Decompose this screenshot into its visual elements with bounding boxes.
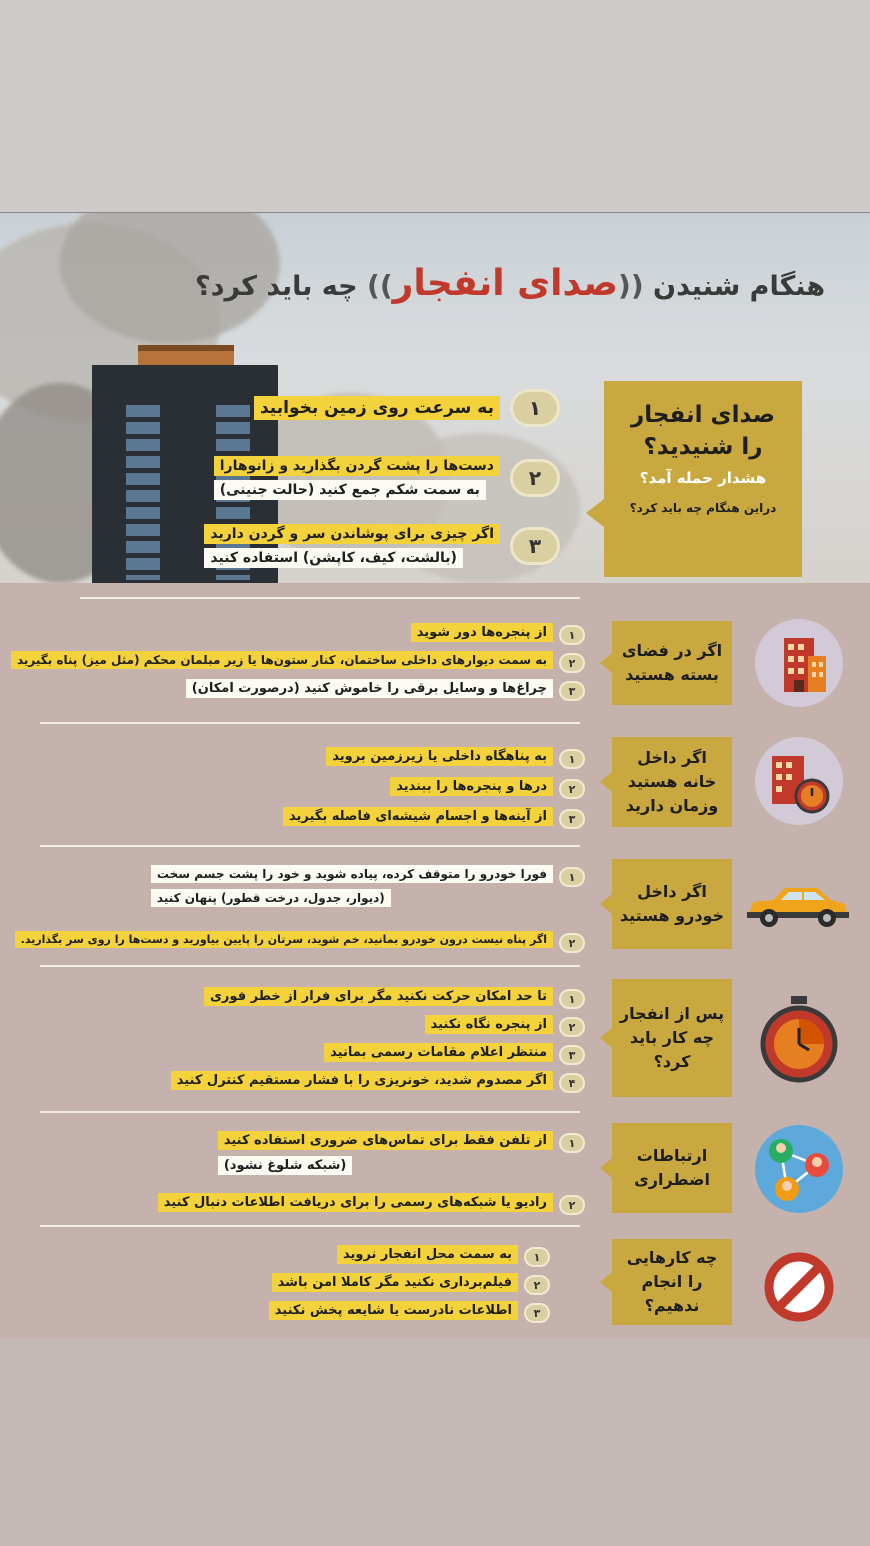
alert-title-line1: صدای انفجار [630,402,775,428]
prohibited-icon [755,1243,843,1331]
page-title [190,263,830,304]
list-item [186,679,585,701]
item-number: ۱ [559,867,585,887]
list-item [272,1273,550,1295]
list-item [324,1043,585,1065]
item-number: ۲ [559,779,585,799]
section-title: پس از انفجار چه کار باید کرد؟ [612,979,732,1097]
item-number: ۱ [524,1247,550,1267]
item-text: (دیوار، جدول، درخت قطور) پنهان کنید [151,889,391,907]
item-number: ۲ [559,1195,585,1215]
alert-subtitle: هشدار حمله آمد؟ [639,469,767,488]
list-item [151,865,585,907]
section-title: ارتباطات اضطراری [612,1123,732,1213]
top-blank-area [0,0,870,212]
item-number: ۳ [559,1045,585,1065]
item-number: ۳ [559,681,585,701]
step-1 [254,389,560,427]
step-2 [214,456,560,500]
list-item [204,987,585,1009]
sound-wave-icon: (( [618,269,644,302]
step-number: ۲ [510,459,560,497]
item-text: از تلفن فقط برای تماس‌های ضروری استفاده کنید [218,1131,553,1150]
divider [40,965,580,967]
divider [40,845,580,847]
item-text: به سمت دیوارهای داخلی ساختمان، کنار ستون‌ها یا زیر مبلمان محکم (مثل میز) پناه بگیرید [11,651,553,669]
divider [40,722,580,724]
item-text: فیلم‌برداری نکنید مگر کاملا امن باشد [272,1273,518,1292]
item-number: ۲ [559,1017,585,1037]
item-number: ۲ [524,1275,550,1295]
step-number: ۳ [510,527,560,565]
item-text: درها و پنجره‌ها را ببندید [390,777,553,796]
step-text: دست‌ها را پشت گردن بگذارید و زانوهارا [214,456,500,476]
step-3 [204,524,560,568]
hero-banner [0,213,870,583]
section-emergency-comms [0,1121,870,1221]
step-text: به سمت شکم جمع کنید (حالت جنینی) [214,480,486,500]
item-text: اگر مصدوم شدید، خونریزی را با فشار مستقیم کنترل کنید [171,1071,553,1090]
section-what-not-to-do [0,1233,870,1333]
alert-box [604,381,802,577]
sound-wave-icon: )) [367,269,393,302]
divider [40,1111,580,1113]
list-item [171,1071,585,1093]
building-icon [755,619,843,707]
item-text: چراغ‌ها و وسایل برقی را خاموش کنید (درصورت امکان) [186,679,553,698]
list-item [390,777,585,799]
item-text: رادیو یا شبکه‌های رسمی را برای دریافت اطلاعات دنبال کنید [158,1193,553,1212]
tower-roof [138,345,234,367]
car-icon [742,861,852,949]
list-item [11,651,585,673]
item-number: ۳ [559,809,585,829]
list-item [218,1131,585,1175]
item-number: ۴ [559,1073,585,1093]
section-title: اگر داخل خودرو هستید [612,859,732,949]
item-number: ۱ [559,1133,585,1153]
item-number: ۱ [559,625,585,645]
list-item [337,1245,550,1267]
item-number: ۱ [559,749,585,769]
list-item [283,807,585,829]
section-title: اگر در فضای بسته هستید [612,621,732,705]
item-number: ۱ [559,989,585,1009]
network-icon [755,1125,843,1213]
item-text: فورا خودرو را متوقف کرده، پیاده شوید و خود را پشت جسم سخت [151,865,553,883]
step-text: (بالشت، کیف، کاپشن) استفاده کنید [204,548,463,568]
section-closed-space [0,613,870,713]
section-title: اگر داخل خانه هستید وزمان دارید [612,737,732,827]
step-text: اگر چیزی برای پوشاندن سر و گردن دارید [204,524,500,544]
section-after-explosion [0,975,870,1105]
list-item [425,1015,585,1037]
item-text: (شبکه شلوغ نشود) [218,1156,353,1175]
item-number: ۳ [524,1303,550,1323]
list-item [158,1193,585,1215]
item-text: تا حد امکان حرکت نکنید مگر برای فرار از خطر فوری [204,987,553,1006]
item-text: از پنجره‌ها دور شوید [411,623,553,642]
alert-title-line2: را شنیدید؟ [643,434,763,461]
divider [40,1225,580,1227]
section-at-home [0,733,870,833]
item-text: منتظر اعلام مقامات رسمی بمانید [324,1043,553,1062]
step-number: ۱ [510,389,560,427]
item-text: از آینه‌ها و اجسام شیشه‌ای فاصله بگیرید [283,807,553,826]
stopwatch-icon [755,995,843,1083]
house-timer-icon [755,737,843,825]
list-item [15,931,585,953]
headline-accent: صدای انفجار [392,263,619,304]
section-in-car [0,855,870,955]
step-text: به سرعت روی زمین بخوابید [254,396,500,420]
divider [80,597,580,599]
headline-post: چه باید کرد؟ [194,271,358,302]
list-item [269,1301,550,1323]
item-text: اگر پناه نیست درون خودرو بمانید، خم شوید، سرتان را پایین بیاورید و دست‌ها را روی سر بگذارید. [15,931,553,948]
section-title: چه کارهایی را انجام ندهیم؟ [612,1239,732,1325]
item-text: به پناهگاه داخلی یا زیرزمین بروید [326,747,553,766]
item-number: ۲ [559,653,585,673]
list-item [411,623,585,645]
infographic-poster [0,212,870,1338]
item-text: از پنجره نگاه نکنید [425,1015,553,1034]
list-item [326,747,585,769]
bottom-blank-area [0,1338,870,1546]
item-number: ۲ [559,933,585,953]
headline-pre: هنگام شنیدن [653,271,826,302]
item-text: اطلاعات نادرست یا شایعه پخش نکنید [269,1301,518,1320]
alert-question: دراین هنگام چه باید کرد؟ [629,501,777,516]
item-text: به سمت محل انفجار نروید [337,1245,518,1264]
